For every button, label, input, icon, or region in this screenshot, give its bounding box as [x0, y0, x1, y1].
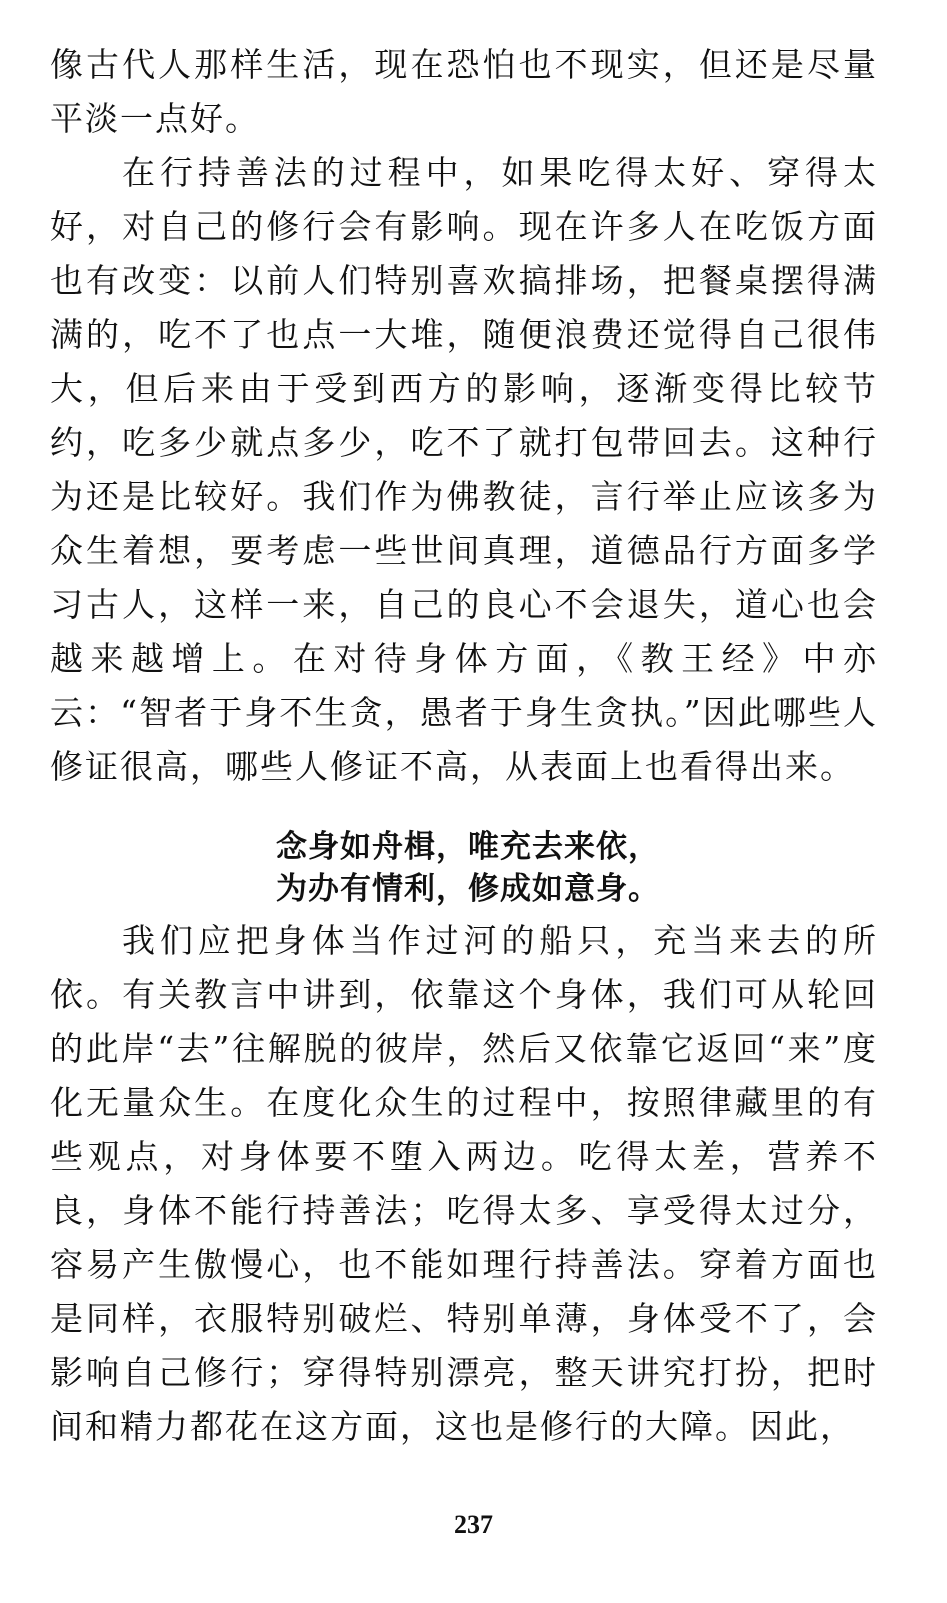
- paragraph-commentary: 我们应把身体当作过河的船只，充当来去的所依。有关教言中讲到，依靠这个身体，我们可从轮回的此岸“去”往解脱的彼岸，然后又依靠它返回“来”度化无量众生。在度化众生的过程中，按照律藏里的有些观点，对身体要不堕入两边。吃得太差，营养不良，身体不能行持善法；吃得太多、享受得太过分，容易产生傲慢心，也不能如理行持善法。穿着方面也是同样，衣服特别破烂、特别单薄，身体受不了，会影响自己修行；穿得特别漂亮，整天讲究打扮，把时间和精力都花在这方面，这也是修行的大障。因此，: [50, 921, 878, 1446]
- page-body: [50, 38, 878, 1454]
- verse-block: [50, 826, 878, 910]
- verse-line: 念身如舟楫，唯充去来依，: [276, 829, 660, 865]
- paragraph-continuation: 像古代人那样生活，现在恐怕也不现实，但还是尽量平淡一点好。: [50, 45, 878, 138]
- verse-line: 为办有情利，修成如意身。: [276, 871, 660, 907]
- paragraph-body: 在行持善法的过程中，如果吃得太好、穿得太好，对自己的修行会有影响。现在许多人在吃饭方面也有改变：以前人们特别喜欢搞排场，把餐桌摆得满满的，吃不了也点一大堆，随便浪费还觉得自己很伟大，但后来由于受到西方的影响，逐渐变得比较节约，吃多少就点多少，吃不了就打包带回去。这种行为还是比较好。我们作为佛教徒，言行举止应该多为众生着想，要考虑一些世间真理，道德品行方面多学习古人，这样一来，自己的良心不会退失，道心也会越来越增上。在对待身体方面，《教王经》中亦云：“智者于身不生贪，愚者于身生贪执。”因此哪些人修证很高，哪些人修证不高，从表面上也看得出来。: [50, 153, 878, 786]
- page-number: 237: [454, 1510, 493, 1539]
